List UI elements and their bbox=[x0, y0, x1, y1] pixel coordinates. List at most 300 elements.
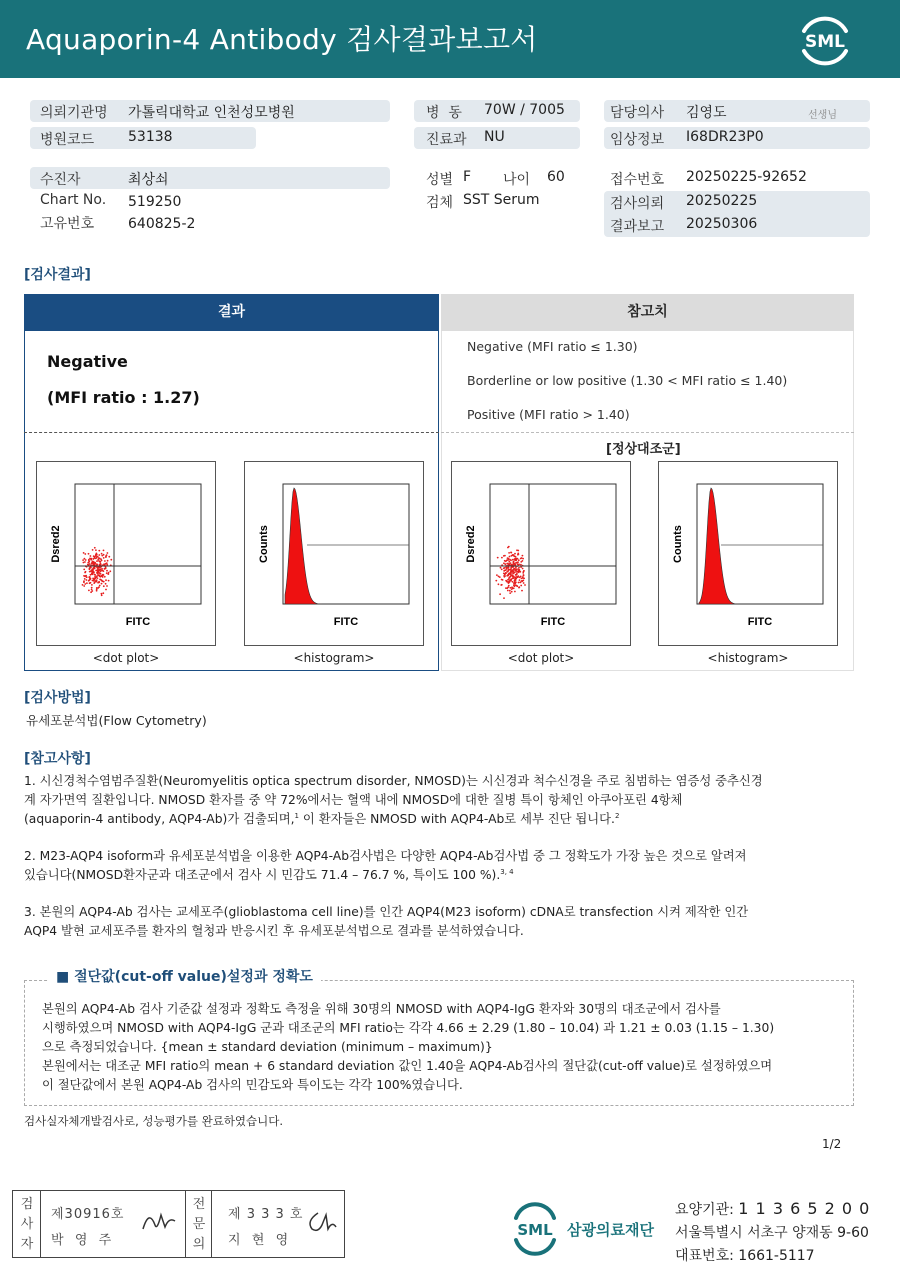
dot-point bbox=[506, 587, 508, 589]
dot-point bbox=[512, 559, 514, 561]
dot-point bbox=[99, 579, 101, 581]
dot-point bbox=[510, 559, 512, 561]
dot-point bbox=[84, 558, 86, 560]
dot-point bbox=[506, 559, 508, 561]
note-1-line-1: 1. 시신경척수염범주질환(Neuromyelitis optica spectrum disorder, NMOSD)는 시신경과 척수신경을 주로 침범하는 염증성 중추신경 bbox=[24, 774, 763, 788]
dot-point bbox=[508, 585, 510, 587]
dot-point bbox=[519, 582, 521, 584]
method-section-title: [검사방법] bbox=[24, 690, 91, 706]
result-divider bbox=[24, 432, 439, 433]
notes-section-title: [참고사항] bbox=[24, 751, 91, 767]
dot-point bbox=[89, 571, 91, 573]
dot-point bbox=[499, 593, 501, 595]
dot-point bbox=[96, 590, 98, 592]
signature-col1-label: 검 사 자 bbox=[20, 1197, 34, 1252]
dot-point bbox=[517, 575, 519, 577]
dot-point bbox=[106, 572, 108, 574]
plot-x-label: FITC bbox=[333, 616, 359, 628]
dot-point bbox=[103, 570, 105, 572]
page-number: 1/2 bbox=[822, 1137, 842, 1151]
plot-x-label: FITC bbox=[540, 616, 566, 628]
cutoff-title: ■ 절단값(cut-off value)설정과 정확도 bbox=[48, 966, 321, 986]
hospital-label: 의뢰기관명 bbox=[40, 105, 108, 121]
dot-point bbox=[504, 555, 506, 557]
note-1-line-2: 계 자가면역 질환입니다. NMOSD 환자를 중 약 72%에서는 혈액 내에 NMOSD에 대한 질병 특이 항체인 아쿠아포린 4항체 bbox=[24, 793, 683, 807]
dot-point bbox=[94, 547, 96, 549]
dot-point bbox=[517, 564, 519, 566]
dot-point bbox=[84, 583, 86, 585]
dot-point bbox=[95, 580, 97, 582]
note-paragraph-3 bbox=[24, 903, 864, 941]
dot-point bbox=[102, 575, 104, 577]
dot-point bbox=[102, 592, 104, 594]
report-header bbox=[0, 0, 900, 78]
report-date-value: 20250306 bbox=[686, 216, 758, 232]
dot-point bbox=[105, 583, 107, 585]
dot-point bbox=[95, 549, 97, 551]
dot-point bbox=[105, 556, 107, 558]
dot-point bbox=[505, 572, 507, 574]
plot-x-label: FITC bbox=[747, 616, 773, 628]
note-1-line-3a: (aquaporin-4 antibody, AQP4-Ab)가 검출되며, bbox=[24, 812, 295, 826]
dot-point bbox=[84, 572, 86, 574]
organization-address: 서울특별시 서초구 양재동 9-60 bbox=[675, 1225, 869, 1241]
dot-point bbox=[91, 584, 93, 586]
dot-point bbox=[515, 581, 517, 583]
dot-point bbox=[97, 568, 99, 570]
patient-dot-plot-caption: <dot plot> bbox=[92, 651, 160, 665]
organization-name: 삼광의료재단 bbox=[567, 1221, 654, 1239]
dot-point bbox=[509, 592, 511, 594]
footnote-ref-3-4: 3, 4 bbox=[500, 867, 514, 876]
reference-divider bbox=[441, 432, 854, 433]
signature-col2 bbox=[212, 1191, 344, 1257]
note-paragraph-2 bbox=[24, 847, 864, 885]
dot-point bbox=[95, 570, 97, 572]
note-2-line-2-text: 있습니다(NMOSD환자군과 대조군에서 검사 시 민감도 71.4 – 76.7 %, 특이도 100 %). bbox=[24, 868, 501, 882]
dot-point bbox=[514, 558, 516, 560]
dot-point bbox=[105, 579, 107, 581]
chart-no-value: 519250 bbox=[128, 194, 182, 210]
dot-point bbox=[83, 581, 85, 583]
dot-point bbox=[108, 580, 110, 582]
dot-point bbox=[508, 567, 510, 569]
dot-point bbox=[507, 569, 509, 571]
dot-point bbox=[84, 578, 86, 580]
dot-point bbox=[93, 558, 95, 560]
hospital-value: 가톨릭대학교 인천성모병원 bbox=[128, 105, 295, 121]
age-value: 60 bbox=[547, 169, 565, 185]
histogram-curve bbox=[285, 488, 405, 604]
dot-point bbox=[89, 582, 91, 584]
dot-point bbox=[501, 569, 503, 571]
dot-point bbox=[91, 587, 93, 589]
dot-point bbox=[92, 549, 94, 551]
note-3-line-1: 3. 본원의 AQP4-Ab 검사는 교세포주(glioblastoma cell line)를 인간 AQP4(M23 isoform) cDNA로 transfection 시켜 제작한 인간 bbox=[24, 905, 749, 919]
phone-value: 1661-5117 bbox=[738, 1248, 815, 1264]
patient-value: 최상쇠 bbox=[128, 172, 169, 188]
phone-label: 대표번호: bbox=[675, 1248, 734, 1264]
dot-point bbox=[503, 567, 505, 569]
dot-point bbox=[501, 557, 503, 559]
dot-point bbox=[508, 577, 510, 579]
patient-histogram-caption: <histogram> bbox=[293, 651, 375, 665]
dot-point bbox=[84, 576, 86, 578]
dot-point bbox=[106, 585, 108, 587]
dot-point bbox=[83, 552, 85, 554]
patient-dot-plot bbox=[36, 461, 216, 646]
dot-point bbox=[91, 562, 93, 564]
signature-col2-label: 전 문 의 bbox=[192, 1197, 206, 1252]
dot-point bbox=[105, 589, 107, 591]
institution-code bbox=[675, 1199, 870, 1219]
dot-point bbox=[507, 590, 509, 592]
signature-box bbox=[12, 1190, 345, 1258]
dot-point bbox=[100, 576, 102, 578]
dot-point bbox=[104, 560, 106, 562]
dot-point bbox=[518, 582, 520, 584]
dot-point bbox=[509, 590, 511, 592]
reference-positive: Positive (MFI ratio > 1.40) bbox=[467, 407, 630, 422]
dot-point bbox=[87, 562, 89, 564]
dot-point bbox=[509, 581, 511, 583]
dot-point bbox=[106, 570, 108, 572]
cutoff-line-4: 본원에서는 대조군 MFI ratio의 mean + 6 standard deviation 값인 1.40을 AQP4-Ab검사의 절단값(cut-off value)로 설정하였으며 bbox=[42, 1059, 773, 1073]
dot-point bbox=[515, 556, 517, 558]
dot-point bbox=[517, 561, 519, 563]
dot-point bbox=[498, 583, 500, 585]
dot-point bbox=[106, 554, 108, 556]
dot-point bbox=[507, 579, 509, 581]
dot-point bbox=[92, 569, 94, 571]
dot-point bbox=[505, 566, 507, 568]
dot-point bbox=[109, 570, 111, 572]
signature-col1 bbox=[41, 1191, 186, 1257]
dot-point bbox=[88, 560, 90, 562]
dot-point bbox=[510, 552, 512, 554]
dot-point bbox=[108, 556, 110, 558]
dot-point bbox=[83, 585, 85, 587]
result-value: Negative bbox=[47, 352, 128, 371]
chip-patient bbox=[30, 167, 390, 189]
dot-point bbox=[524, 584, 526, 586]
dot-point bbox=[520, 564, 522, 566]
dot-point bbox=[105, 567, 107, 569]
note-1-line-3 bbox=[24, 810, 864, 829]
footer-sml-logo-icon bbox=[510, 1200, 560, 1256]
dot-point bbox=[94, 563, 96, 565]
dot-point bbox=[110, 559, 112, 561]
dot-point bbox=[513, 571, 515, 573]
plot-y-label: Counts bbox=[258, 525, 270, 563]
sex-label: 성별 bbox=[426, 172, 454, 188]
dot-point bbox=[90, 578, 92, 580]
dot-point bbox=[90, 559, 92, 561]
patient-label: 수진자 bbox=[40, 172, 81, 188]
dot-point bbox=[91, 573, 93, 575]
specimen-value: SST Serum bbox=[463, 192, 540, 208]
dot-point bbox=[522, 560, 524, 562]
dot-point bbox=[103, 585, 105, 587]
note-3-line-2: AQP4 발현 교세포주를 환자의 혈청과 반응시킨 후 유세포분석법으로 결과를 분석하였습니다. bbox=[24, 924, 524, 938]
dot-point bbox=[517, 553, 519, 555]
dot-point bbox=[97, 582, 99, 584]
histogram-curve bbox=[699, 488, 819, 604]
receipt-value: 20250225-92652 bbox=[686, 169, 807, 185]
dot-point bbox=[104, 576, 106, 578]
report-title: Aquaporin-4 Antibody 검사결과보고서 bbox=[26, 23, 538, 56]
request-label: 검사의뢰 bbox=[610, 196, 665, 212]
dot-point bbox=[95, 555, 97, 557]
dot-point bbox=[507, 547, 509, 549]
dot-point bbox=[503, 573, 505, 575]
result-column-header: 결과 bbox=[24, 294, 439, 331]
plot-y-label: Dsred2 bbox=[50, 525, 62, 563]
specialist-name: 지 현 영 bbox=[228, 1233, 290, 1248]
dot-point bbox=[90, 574, 92, 576]
dot-point bbox=[512, 577, 514, 579]
dot-point bbox=[519, 576, 521, 578]
control-histogram bbox=[658, 461, 838, 646]
sex-value: F bbox=[463, 169, 472, 185]
signature-col1-header bbox=[13, 1191, 41, 1257]
clinical-label: 임상정보 bbox=[610, 132, 665, 148]
dot-point bbox=[107, 560, 109, 562]
unique-no-label: 고유번호 bbox=[40, 216, 95, 232]
validation-footnote: 검사실자체개발검사로, 성능평가를 완료하였습니다. bbox=[24, 1114, 284, 1128]
institution-code-label: 요양기관: bbox=[675, 1202, 734, 1218]
dot-point bbox=[94, 566, 96, 568]
specimen-label: 검체 bbox=[426, 195, 454, 211]
chart-no-label: Chart No. bbox=[40, 192, 107, 208]
dot-point bbox=[101, 553, 103, 555]
dot-point bbox=[499, 576, 501, 578]
dot-point bbox=[507, 575, 509, 577]
dot-point bbox=[86, 582, 88, 584]
patient-histogram bbox=[244, 461, 424, 646]
dot-point bbox=[83, 562, 85, 564]
dot-point bbox=[506, 563, 508, 565]
dot-point bbox=[98, 572, 100, 574]
note-2-line-2 bbox=[24, 866, 864, 885]
dot-point bbox=[507, 557, 509, 559]
technologist-signature bbox=[139, 1205, 179, 1235]
dot-point bbox=[517, 571, 519, 573]
dot-point bbox=[505, 580, 507, 582]
dot-point bbox=[514, 563, 516, 565]
plot-x-label: FITC bbox=[125, 616, 151, 628]
dot-point bbox=[82, 559, 84, 561]
dot-point bbox=[503, 570, 505, 572]
technologist-license: 제30916호 bbox=[51, 1207, 125, 1222]
note-2-line-1: 2. M23-AQP4 isoform과 유세포분석법을 이용한 AQP4-Ab검사법은 다양한 AQP4-Ab검사법 중 그 정확도가 가장 높은 것으로 알려져 bbox=[24, 849, 747, 863]
reference-borderline: Borderline or low positive (1.30 < MFI ratio ≤ 1.40) bbox=[467, 373, 788, 388]
clinical-value: I68DR23P0 bbox=[686, 129, 764, 145]
dot-point bbox=[100, 558, 102, 560]
control-dot-plot bbox=[451, 461, 631, 646]
specialist-license: 제 3 3 3 호 bbox=[228, 1207, 304, 1222]
dot-point bbox=[518, 586, 520, 588]
dot-point bbox=[513, 587, 515, 589]
dot-point bbox=[98, 554, 100, 556]
dot-point bbox=[97, 556, 99, 558]
dot-point bbox=[107, 573, 109, 575]
dot-point bbox=[497, 557, 499, 559]
dot-point bbox=[82, 584, 84, 586]
dot-point bbox=[99, 569, 101, 571]
dot-point bbox=[103, 554, 105, 556]
dot-point bbox=[520, 585, 522, 587]
dot-point bbox=[103, 557, 105, 559]
cutoff-line-3: 으로 측정되었습니다. {mean ± standard deviation (minimum – maximum)} bbox=[42, 1040, 493, 1054]
cutoff-line-5: 이 절단값에서 본원 AQP4-Ab 검사의 민감도와 특이도는 각각 100%였습니다. bbox=[42, 1078, 463, 1092]
dot-point bbox=[85, 559, 87, 561]
dot-point bbox=[519, 579, 521, 581]
dot-point bbox=[84, 553, 86, 555]
dot-point bbox=[103, 550, 105, 552]
dot-point bbox=[92, 578, 94, 580]
dot-point bbox=[522, 577, 524, 579]
note-paragraph-1 bbox=[24, 772, 864, 829]
dot-point bbox=[501, 584, 503, 586]
dot-point bbox=[90, 555, 92, 557]
request-value: 20250225 bbox=[686, 193, 758, 209]
dot-point bbox=[521, 590, 523, 592]
reference-negative: Negative (MFI ratio ≤ 1.30) bbox=[467, 339, 638, 354]
dot-point bbox=[516, 549, 518, 551]
institution-code-value: 1 1 3 6 5 2 0 0 bbox=[738, 1199, 871, 1218]
dot-point bbox=[511, 588, 513, 590]
dot-point bbox=[522, 558, 524, 560]
dot-point bbox=[509, 579, 511, 581]
dot-point bbox=[97, 577, 99, 579]
control-group-label: [정상대조군] bbox=[606, 442, 681, 457]
dot-point bbox=[508, 573, 510, 575]
unique-no-value: 640825-2 bbox=[128, 216, 196, 232]
dot-point bbox=[104, 564, 106, 566]
ward-label: 병 동 bbox=[426, 105, 462, 121]
footer-logo-text: SML bbox=[517, 1221, 553, 1239]
dot-point bbox=[505, 569, 507, 571]
dot-point bbox=[511, 586, 513, 588]
dot-point bbox=[523, 575, 525, 577]
dot-point bbox=[506, 571, 508, 573]
dot-point bbox=[515, 571, 517, 573]
dot-point bbox=[101, 593, 103, 595]
dot-point bbox=[512, 574, 514, 576]
dot-point bbox=[501, 579, 503, 581]
dot-point bbox=[515, 584, 517, 586]
dot-point bbox=[496, 574, 498, 576]
plot-y-label: Counts bbox=[672, 525, 684, 563]
sml-logo-icon bbox=[796, 13, 854, 67]
signature-col2-header bbox=[186, 1191, 212, 1257]
control-histogram-caption: <histogram> bbox=[707, 651, 789, 665]
technologist-name: 박 영 주 bbox=[51, 1233, 113, 1248]
dot-point bbox=[97, 587, 99, 589]
dot-point bbox=[88, 590, 90, 592]
doctor-value: 김영도 bbox=[686, 105, 727, 121]
dot-point bbox=[86, 576, 88, 578]
dot-point bbox=[511, 591, 513, 593]
dot-point bbox=[508, 561, 510, 563]
report-date-label: 결과보고 bbox=[610, 219, 665, 235]
specialist-signature bbox=[304, 1207, 340, 1237]
dot-point bbox=[101, 580, 103, 582]
dot-point bbox=[89, 568, 91, 570]
plot-frame bbox=[75, 484, 201, 604]
results-section-title: [검사결과] bbox=[24, 267, 91, 283]
dot-point bbox=[97, 574, 99, 576]
dot-point bbox=[503, 597, 505, 599]
dot-point bbox=[509, 587, 511, 589]
control-dot-plot-caption: <dot plot> bbox=[507, 651, 575, 665]
dot-point bbox=[514, 553, 516, 555]
cutoff-line-2: 시행하였으며 NMOSD with AQP4-IgG 군과 대조군의 MFI ratio는 각각 4.66 ± 2.29 (1.80 – 10.04) 과 1.21 ± 0.03 (1.15 – 1.30) bbox=[42, 1021, 775, 1035]
dot-point bbox=[503, 562, 505, 564]
ward-value: 70W / 7005 bbox=[484, 102, 565, 118]
footnote-ref-1: 1 bbox=[294, 811, 300, 820]
age-label: 나이 bbox=[503, 172, 531, 188]
dot-point bbox=[86, 579, 88, 581]
dot-point bbox=[96, 553, 98, 555]
dot-point bbox=[504, 560, 506, 562]
method-text: 유세포분석법(Flow Cytometry) bbox=[26, 713, 207, 728]
dot-point bbox=[510, 569, 512, 571]
header-logo-text: SML bbox=[805, 32, 845, 52]
dept-value: NU bbox=[484, 129, 505, 145]
cutoff-text bbox=[42, 1000, 774, 1095]
phone-number bbox=[675, 1245, 815, 1265]
dot-point bbox=[513, 568, 515, 570]
dot-point bbox=[91, 590, 93, 592]
dot-point bbox=[101, 594, 103, 596]
result-mfi-ratio: (MFI ratio : 1.27) bbox=[47, 388, 200, 407]
receipt-label: 접수번호 bbox=[610, 172, 665, 188]
footnote-ref-2: 2 bbox=[614, 811, 620, 820]
dot-point bbox=[522, 568, 524, 570]
dot-point bbox=[515, 574, 517, 576]
dot-point bbox=[508, 552, 510, 554]
dot-point bbox=[514, 591, 516, 593]
reference-column-header: 참고치 bbox=[441, 294, 854, 331]
plot-y-label: Dsred2 bbox=[465, 525, 477, 563]
dot-point bbox=[500, 567, 502, 569]
dot-point bbox=[107, 552, 109, 554]
note-1-line-3b: 이 환자들은 NMOSD with AQP4-Ab로 세부 진단 됩니다. bbox=[299, 812, 615, 826]
dot-point bbox=[88, 553, 90, 555]
dot-point bbox=[83, 569, 85, 571]
dot-point bbox=[523, 571, 525, 573]
dot-point bbox=[517, 558, 519, 560]
dot-point bbox=[512, 554, 514, 556]
dot-point bbox=[522, 555, 524, 557]
dot-point bbox=[106, 564, 108, 566]
dot-point bbox=[88, 576, 90, 578]
dot-point bbox=[92, 580, 94, 582]
dot-point bbox=[504, 575, 506, 577]
dot-point bbox=[94, 574, 96, 576]
dot-point bbox=[518, 559, 520, 561]
dept-label: 진료과 bbox=[426, 132, 467, 148]
cutoff-line-1: 본원의 AQP4-Ab 검사 기준값 설정과 정확도 측정을 위해 30명의 NMOSD with AQP4-IgG 환자와 30명의 대조군에서 검사를 bbox=[42, 1002, 721, 1016]
dot-point bbox=[101, 583, 103, 585]
dot-point bbox=[495, 580, 497, 582]
dot-point bbox=[99, 585, 101, 587]
hospital-code-label: 병원코드 bbox=[40, 132, 95, 148]
dot-point bbox=[523, 582, 525, 584]
dot-point bbox=[509, 556, 511, 558]
